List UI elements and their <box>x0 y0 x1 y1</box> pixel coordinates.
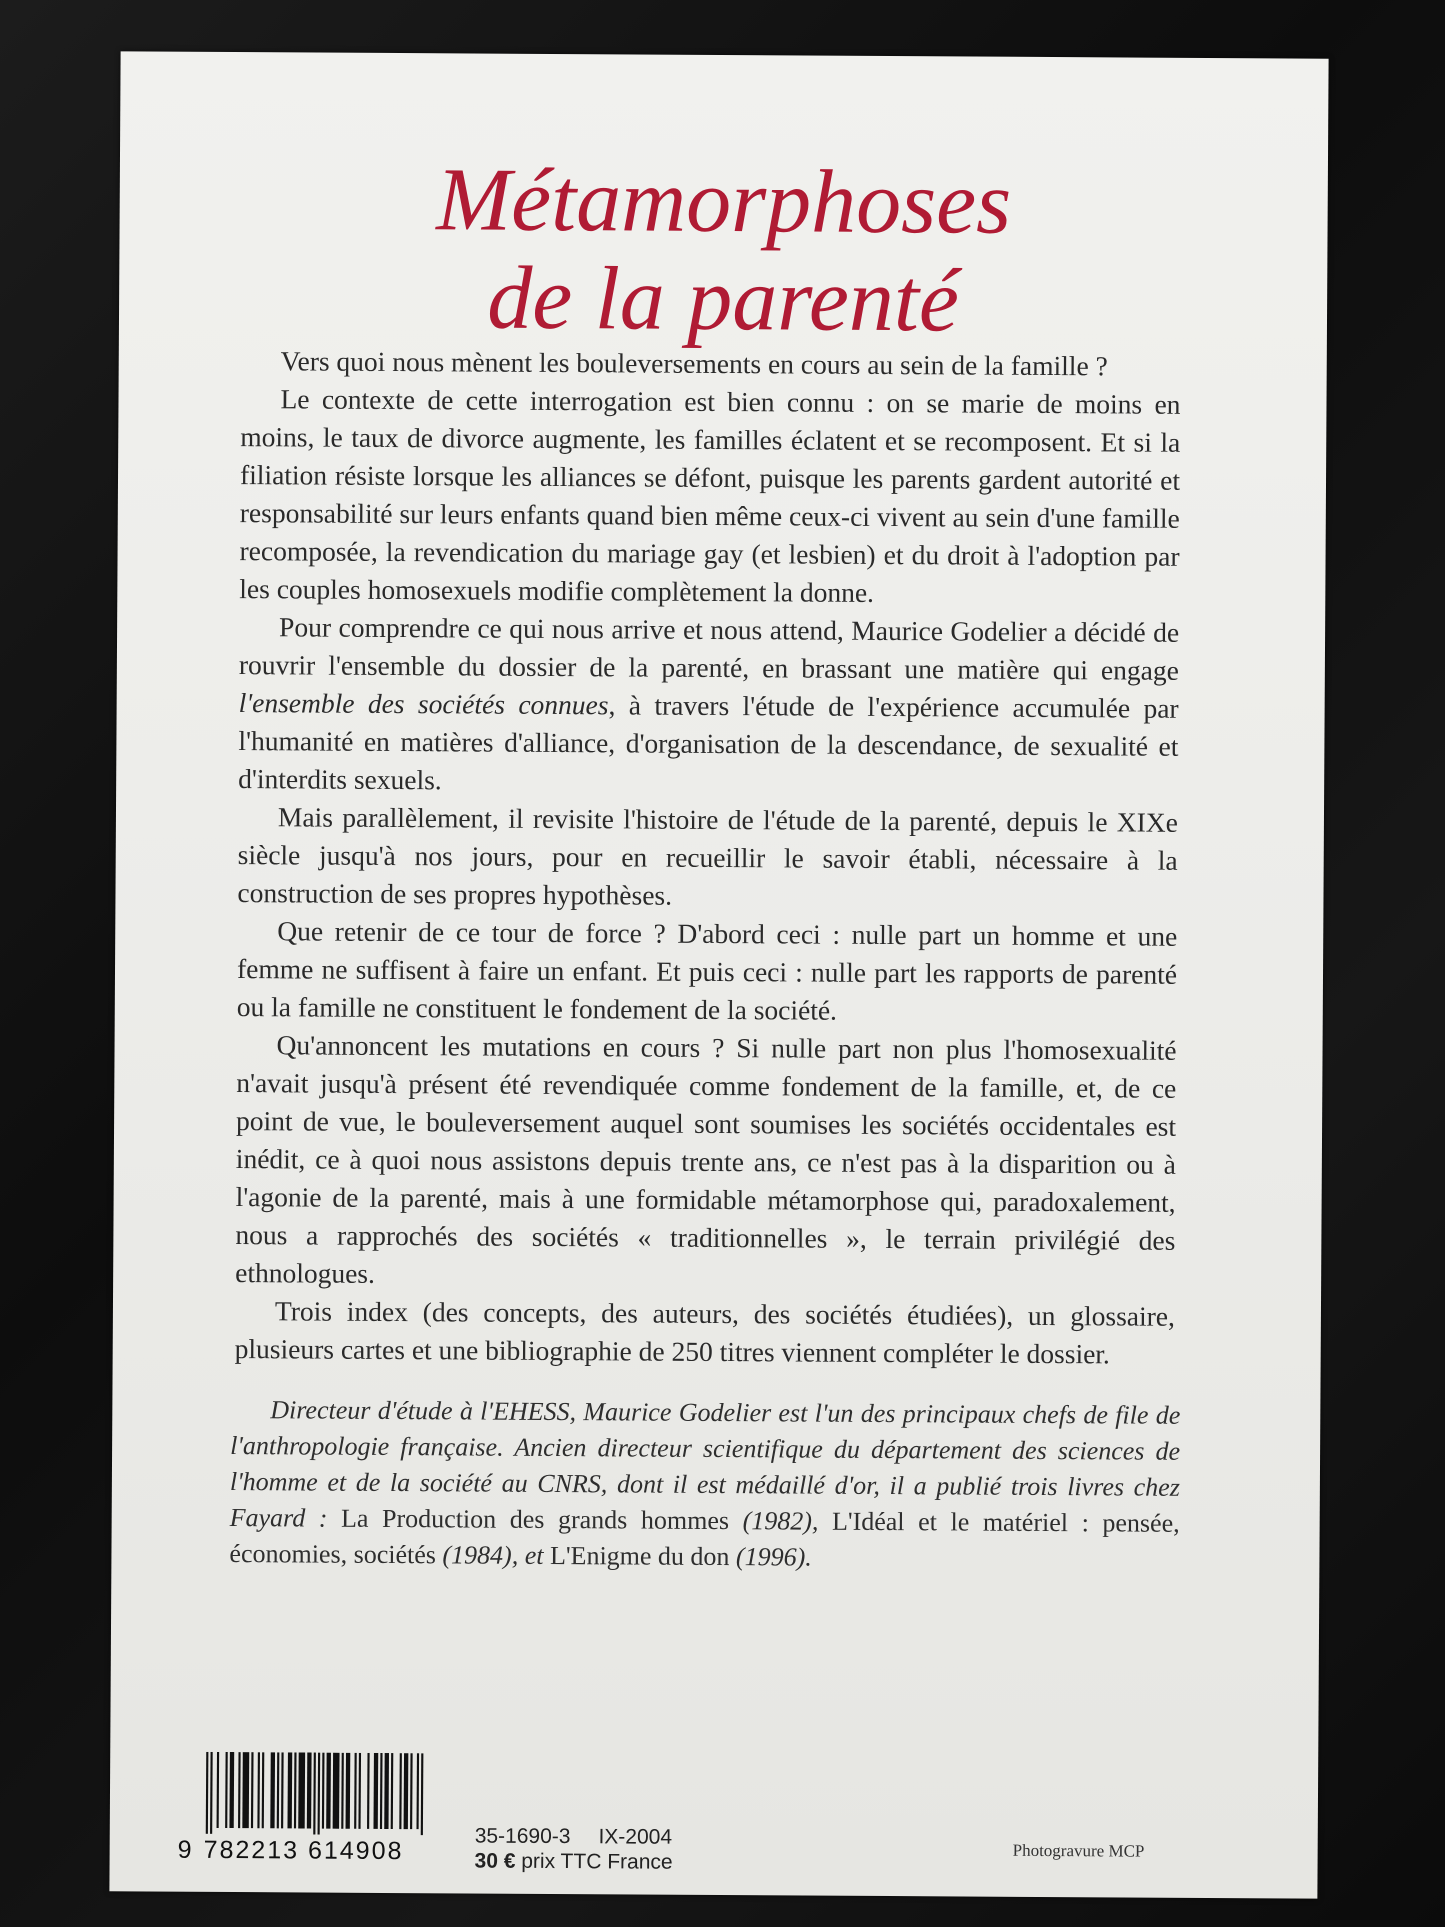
barcode-bars <box>178 1752 518 1836</box>
barcode-bar <box>322 1753 325 1829</box>
barcode-bar <box>380 1753 383 1829</box>
bio-year: (1996). <box>729 1542 812 1572</box>
barcode-bar <box>277 1752 280 1828</box>
barcode-bar <box>399 1753 402 1829</box>
barcode-bar <box>358 1753 361 1829</box>
barcode-first-digit: 9 <box>177 1835 194 1864</box>
publisher-code-row <box>475 1824 673 1850</box>
barcode-bar <box>238 1752 241 1828</box>
author-bio <box>229 1392 1180 1578</box>
barcode-bar <box>251 1752 254 1828</box>
blurb-paragraph: Mais parallèlement, il revisite l'histoire de l'étude de la parenté, depuis le XIXe siècle jusqu'à nos jours, pour en recueillir le savoir établi, nécessaire à la construction de ses propres hypothèses. <box>237 801 1179 911</box>
barcode-bar <box>416 1753 419 1829</box>
blurb-paragraph: Trois index (des concepts, des auteurs, des sociétés étudiées), un glossaire, plusieurs cartes et une bibliographie de 250 titres viennent compléter le dossier. <box>234 1295 1176 1370</box>
barcode-bar <box>346 1753 351 1829</box>
barcode-bar <box>257 1752 260 1828</box>
bio-year: (1984), et <box>435 1540 551 1570</box>
blurb-paragraph: Qu'annoncent les mutations en cours ? Si nulle part non plus l'homosexualité n'avait jusqu'à présent été revendiquée comme fondement de la famille, et, de ce point de vue, le bouleversement auquel sont soumises les sociétés occidentales est inédit, ce à quoi nous assistons depuis trente ans, ce n'est pas à la disparition ou à l'agonie de la parenté, mais à une formidable métamorphose qui, paradoxalement, nous a rapprochés des sociétés « traditionnelles », le terrain privilégié des ethnologues. <box>235 1029 1177 1289</box>
photogravure-credit: Photogravure MCP <box>1012 1840 1145 1861</box>
bio-intro: Directeur d'étude à l'EHESS, Maurice Godelier est l'un des principaux chefs de file de l'anthropologie française. Ancien directeur scientifique du département des sciences de l'homme et de la société au CNRS, dont il est médaillé d'or, il a publié trois livres chez Fayard : <box>229 1395 1181 1533</box>
bio-paragraph <box>229 1392 1180 1578</box>
blurb-text-span: , à travers l'étude de l'expérience accumulée par l'humanité en matières d'alliance, d'organisation de la descendance, de sexualité et d'interdits sexuels. <box>238 689 1179 796</box>
isbn-barcode <box>178 1752 519 1874</box>
barcode-bar <box>229 1752 234 1828</box>
barcode-bar <box>333 1753 340 1829</box>
barcode-bar <box>318 1753 321 1835</box>
price-note: prix TTC France <box>515 1849 673 1874</box>
blurb-paragraph: Vers quoi nous mènent les bouleversements en cours au sein de la famille ? <box>280 345 1108 382</box>
barcode-bar <box>262 1752 265 1828</box>
publisher-info <box>475 1824 673 1875</box>
blurb-emphasis: l'ensemble des sociétés connues <box>238 687 609 721</box>
price: 30 € <box>474 1849 516 1873</box>
blurb-text <box>235 342 1181 1374</box>
blurb-paragraph <box>238 608 1179 804</box>
barcode-bar <box>217 1752 220 1828</box>
blurb-paragraph: Le contexte de cette interrogation est bien connu : on se marie de moins en moins, le taux de divorce augmente, les familles éclatent et se recomposent. Et si la filiation résiste lorsque les alliances se défont, puisque les parents gardent autorité et responsabilité sur leurs enfants quand bien même ceux-ci vivent au sein d'une famille recomposée, la revendication du mariage gay (et lesbien) et du droit à l'adoption par les couples homosexuels modifie complètement la donne. <box>239 383 1181 608</box>
bio-book-title: L'Enigme du don <box>549 1540 730 1572</box>
barcode-bar <box>421 1753 424 1835</box>
barcode-bar <box>307 1752 312 1828</box>
publication-date: IX-2004 <box>598 1825 673 1849</box>
title-line-2: de la parenté <box>487 248 960 351</box>
barcode-number: 782213 614908 <box>203 1835 404 1866</box>
blurb-paragraph: Que retenir de ce tour de force ? D'abord ceci : nulle part un homme et une femme ne suffisent à faire un enfant. Et puis ceci : nulle part les rapports de parenté ou la famille ne constituent le fondement de la société. <box>236 915 1178 1026</box>
barcode-bar <box>391 1753 394 1829</box>
barcode-bar <box>326 1753 331 1829</box>
barcode-bar <box>294 1752 297 1828</box>
publisher-code: 35-1690-3 <box>474 1824 571 1849</box>
price-row <box>475 1849 673 1875</box>
barcode-bar <box>210 1752 213 1834</box>
book-back-cover <box>109 51 1328 1898</box>
bio-book-title: La Production des grands hommes <box>341 1503 730 1536</box>
barcode-bar <box>281 1752 284 1828</box>
barcode-bar <box>404 1753 409 1829</box>
bio-book-title: L'Idéal et le matériel : pensée, économies, sociétés <box>229 1506 1180 1570</box>
title-line-1: Métamorphoses <box>435 150 1012 253</box>
barcode-bar <box>354 1753 357 1829</box>
barcode-bar <box>225 1752 228 1828</box>
barcode-bar <box>270 1752 275 1828</box>
barcode-bar <box>313 1753 316 1835</box>
book-title <box>119 149 1328 352</box>
barcode-bar <box>206 1752 209 1834</box>
barcode-bar <box>341 1753 344 1829</box>
barcode-bar <box>367 1753 370 1829</box>
bio-year: (1982), <box>728 1506 833 1536</box>
barcode-bar <box>242 1752 249 1828</box>
barcode-bar <box>384 1753 389 1829</box>
barcode-bar <box>287 1752 292 1828</box>
barcode-bar <box>373 1753 378 1829</box>
blurb-text-span: Pour comprendre ce qui nous arrive et nous attend, Maurice Godelier a décidé de rouvrir l'ensemble du dossier de la parenté, en brassant une matière qui engage <box>238 611 1180 686</box>
barcode-bar <box>410 1753 413 1829</box>
barcode-bar <box>298 1752 305 1828</box>
